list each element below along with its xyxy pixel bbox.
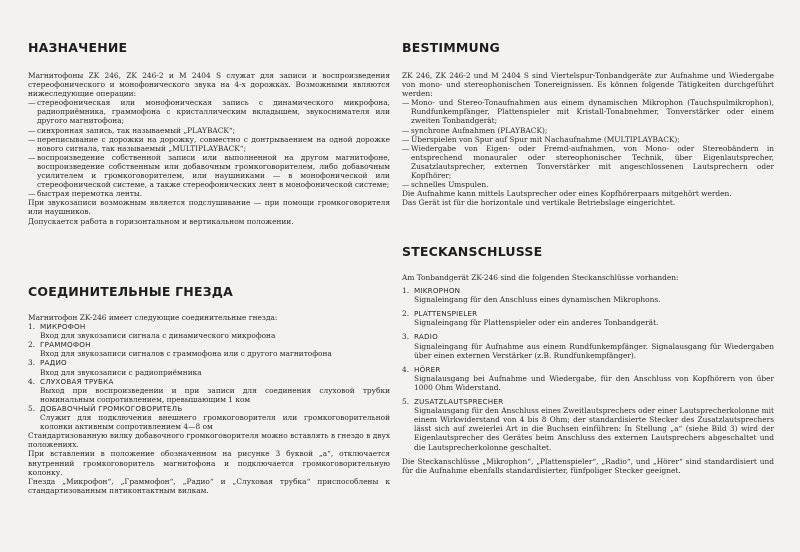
- purpose-section-ru: [28, 71, 390, 226]
- list-item: — Überspielen von Spur auf Spur mit Nachaufnahme (MULTIPLAYBACK);: [402, 134, 680, 144]
- sockets-section-ru: [28, 313, 390, 495]
- purpose-section-de: [402, 71, 774, 207]
- sockets-extra-ru-3: Гнезда „Микрофон“, „Граммофон“, „Радио“ и „Слуховая трубка“ приспособлены к стандартизованным пятиконтактным вилкам.: [28, 476, 390, 495]
- heading-purpose-de: BESTIMMUNG: [402, 40, 500, 55]
- sockets-intro-ru: Магнитофон ZK-246 имеет следующие соединительные гнезда:: [28, 313, 278, 322]
- list-item: 3. RADIO Signaleingang für Aufnahme aus einem Rundfunkempfänger. Signalausgang für Wiedergaben über einen externen Verstärker (z.B. Rundfunkempfänger).: [402, 332, 774, 360]
- heading-sockets-ru: СОЕДИНИТЕЛЬНЫЕ ГНЕЗДА: [28, 284, 233, 299]
- heading-purpose-ru: НАЗНАЧЕНИЕ: [28, 40, 128, 55]
- list-item: 5. ДОБАВОЧНЫЙ ГРОМКОГОВОРИТЕЛЬ Служит для подключения внешнего громкоговорителя или громкоговорительной колонки активным сопротивлением 4—8 ом: [28, 403, 390, 432]
- list-item: — воспроизведение собственной записи или выполненной на другом магнитофоне, воспроизведение собственным или добавочным громкоговорителем, либо добавочным усилителем и громкоговорителем, или наушниками — в монофонической или стереофонической системе, а также стереофонических лент в монофонической системе;: [28, 152, 390, 190]
- list-item: 4. HÖRER Signalausgang bei Aufnahme und Wiedergabe, für den Anschluss von Kopfhörern von über 1000 Ohm Widerstand.: [402, 364, 774, 392]
- purpose-list-de: [402, 98, 774, 189]
- list-item: 2. PLATTENSPIELER Signaleingang für Plattenspieler oder ein anderes Tonbandgerät.: [402, 309, 659, 328]
- sockets-list-de: [402, 286, 774, 452]
- list-item: 1. MIKROPHON Signaleingang für den Anschluss eines dynamischen Mikrophons.: [402, 286, 661, 305]
- sockets-intro-de: Am Tonbandgerät ZK-246 sind die folgenden Steckanschlüsse vorhanden:: [402, 273, 679, 282]
- list-item: 2. ГРАММОФОН Вход для звукозаписи сигналов с граммофона или с другого магнитофона: [28, 340, 332, 359]
- heading-sockets-de: STECKANSCHLUSSE: [402, 244, 543, 259]
- purpose-outro-ru-1: При звукозаписи возможным является подслушивание — при помощи громкоговорителя или наушников.: [28, 198, 390, 217]
- sockets-extra-ru-2: При вставлении в положение обозначенном на рисунке 3 буквой „а“, отключается внутренний громкоговоритель магнитофона и подключается громкоговорительную колонку.: [28, 449, 390, 477]
- sockets-outro-de: Die Steckanschlüsse „Mikrophon“, „Plattenspieler“, „Radio“, und „Hörer“ sind standardisiert und für die Aufnahme ebenfalls standardisierter, fünfpoliger Stecker geeignet.: [402, 456, 774, 475]
- purpose-intro-ru: Магнитофоны ZK 246, ZK 246-2 и M 2404 S служат для записи и воспроизведения стереофонического и монофонического звука на 4-х дорожках. Возможными являются нижеследующие операции:: [28, 71, 390, 99]
- list-item: — Wiedergabe von Eigen- oder Fremd-aufnahmen, von Mono- oder Stereobändern in entsprechend monauraler oder stereophonischer Technik, über Eigenlautsprecher, Zusatzlautsprecher, externen Tonverstärker mit angeschlossenen Lautsprechern oder Kopfhörer;: [402, 143, 774, 181]
- purpose-list-ru: [28, 98, 390, 198]
- purpose-outro-de-1: Die Aufnahme kann mittels Lautsprecher oder eines Kopfhörerpaars mitgehört werden.: [402, 189, 732, 199]
- list-item: — стереофоническая или монофоническая запись с динамического микрофона, радиоприёмника, граммофона с кристаллическим вкладышем, звукоснимателя или другого магнитофона;: [28, 98, 390, 126]
- list-item: 1. МИКРОФОН Вход для звукозаписи сигнала с динамического микрофона: [28, 322, 276, 341]
- purpose-intro-de: ZK 246, ZK 246-2 und M 2404 S sind Viertelspur-Tonbandgeräte zur Aufnahme und Wiedergabe von mono- und stereophonischen Tonereignissen. Es können folgende Tätigkeiten durchgeführt werden:: [402, 71, 774, 99]
- purpose-outro-ru-2: Допускается работа в горизонтальном и вертикальном положении.: [28, 216, 294, 226]
- list-item: 3. РАДИО Вход для звукозаписи с радиоприёмника: [28, 358, 202, 377]
- list-item: — schnelles Umspulen.: [402, 180, 489, 190]
- list-item: 4. СЛУХОВАЯ ТРУБКА Выход при воспроизведении и при записи для соединения слуховой трубки номинальным сопротивлением, превышающим 1 ком: [28, 376, 390, 404]
- list-item: 5. ZUSATZLAUTSPRECHER Signalausgang für den Anschluss eines Zweitlautsprechers oder einer Lautsprecherkolonne mit einem Wirkwiderstand von 4 bis 8 Ohm; der standardisierte Stecker des Zusatzlautsprechers lässt sich auf zweierlei Art in die Buchsen einführen: In Stellung „a“ (siehe Bild 3) wird der Eigenlautsprecher des Gerätes beim Anschluss des externen Lautsprechers abgeschaltet und die Lautsprecherkolonne geschaltet.: [402, 397, 774, 452]
- purpose-outro-de-2: Das Gerät ist für die horizontale und vertikale Betriebslage eingerichtet.: [402, 198, 676, 208]
- sockets-list-ru: [28, 322, 390, 431]
- sockets-extra-ru-1: Стандартизованную вилку добавочного громкоговорителя можно вставлять в гнездо в двух положениях.: [28, 431, 390, 450]
- list-item: — synchrone Aufnahmen (PLAYBACK);: [402, 125, 548, 135]
- list-item: — быстрая перемотка ленты.: [28, 189, 143, 199]
- sockets-section-de: [402, 273, 774, 475]
- list-item: — синхронная запись, так называемый „PLAYBACK“;: [28, 125, 236, 135]
- list-item: — Mono- und Stereo-Tonaufnahmen aus einem dynamischen Mikrophon (Tauchspulmikrophon), Rundfunkempfänger, Plattenspieler mit Kristall-Tonabnehmer, Tonverstärker oder einem zweiten Tonbandgerät;: [402, 98, 774, 126]
- list-item: — переписывание с дорожки на дорожку, совместно с донтрываением на одной дорожке нового сигнала, так называемый „MULTIPLAYBACK“;: [28, 134, 390, 153]
